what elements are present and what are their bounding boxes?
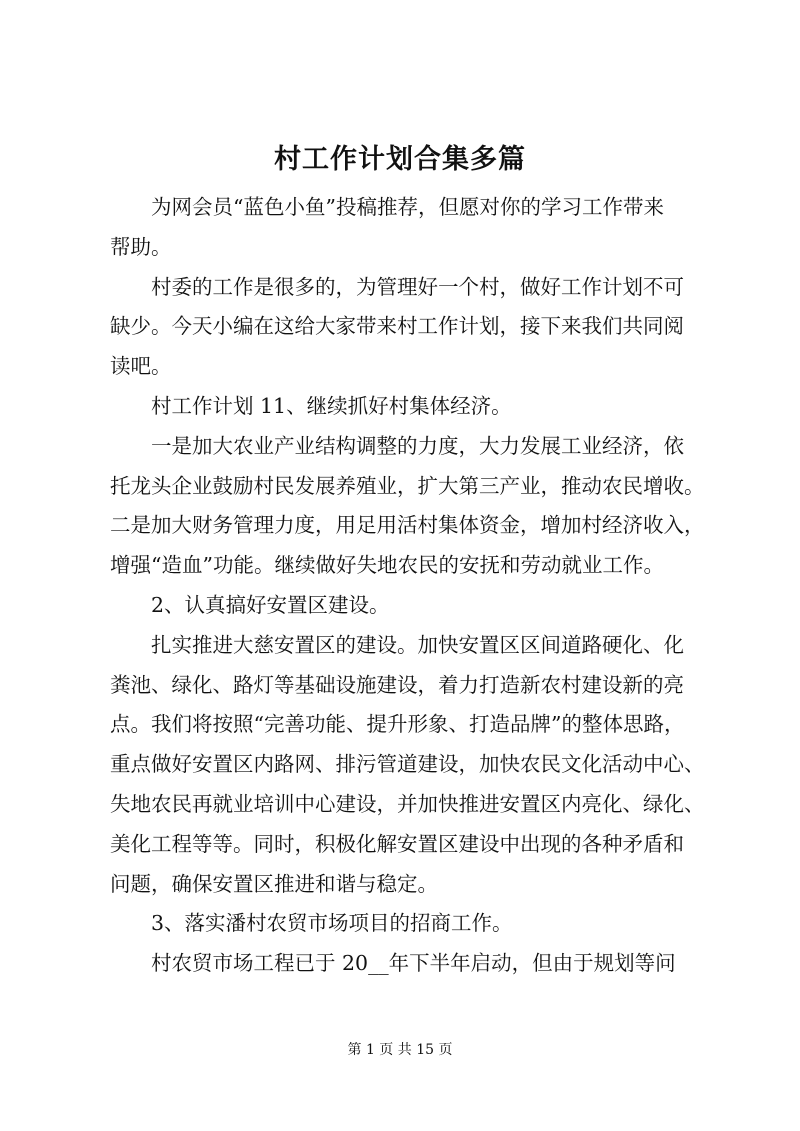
body-line: 美化工程等等。同时，积极化解安置区建设中出现的各种矛盾和 bbox=[110, 831, 684, 856]
body-line: 村农贸市场工程已于 20__年下半年启动，但由于规划等问 bbox=[151, 951, 676, 976]
body-line: 为网会员“蓝色小鱼”投稿推荐，但愿对你的学习工作带来 bbox=[151, 195, 664, 219]
body-line: 3、落实潘村农贸市场项目的招商工作。 bbox=[151, 911, 513, 936]
body-line: 读吧。 bbox=[110, 354, 172, 379]
body-line: 帮助。 bbox=[110, 234, 172, 259]
body-line: 失地农民再就业培训中心建设，并加快推进安置区内亮化、绿化、 bbox=[110, 791, 705, 816]
body-line: 一是加大农业产业结构调整的力度，大力发展工业经济，依 bbox=[151, 433, 684, 458]
document-title: 村工作计划合集多篇 bbox=[274, 144, 526, 175]
body-line: 2、认真搞好安置区建设。 bbox=[151, 592, 390, 617]
body-line: 村工作计划 11、继续抓好村集体经济。 bbox=[151, 393, 512, 418]
body-line: 扎实推进大慈安置区的建设。加快安置区区间道路硬化、化 bbox=[151, 632, 684, 657]
page-footer: 第 1 页 共 15 页 bbox=[347, 1042, 453, 1058]
body-line: 点。我们将按照“完善功能、提升形象、打造品牌”的整体思路， bbox=[110, 712, 685, 737]
body-line: 问题，确保安置区推进和谐与稳定。 bbox=[110, 871, 438, 896]
body-line: 缺少。今天小编在这给大家带来村工作计划，接下来我们共同阅 bbox=[110, 314, 684, 339]
body-line: 重点做好安置区内路网、排污管道建设，加快农民文化活动中心、 bbox=[110, 752, 705, 777]
body-line: 托龙头企业鼓励村民发展养殖业，扩大第三产业，推动农民增收。 bbox=[110, 473, 705, 498]
body-line: 粪池、绿化、路灯等基础设施建设，着力打造新农村建设新的亮 bbox=[110, 672, 684, 697]
body-line: 增强“造血”功能。继续做好失地农民的安抚和劳动就业工作。 bbox=[110, 553, 664, 578]
document-body bbox=[110, 188, 715, 984]
body-line: 村委的工作是很多的，为管理好一个村，做好工作计划不可 bbox=[151, 274, 684, 299]
body-line: 二是加大财务管理力度，用足用活村集体资金，增加村经济收入， bbox=[110, 513, 705, 538]
